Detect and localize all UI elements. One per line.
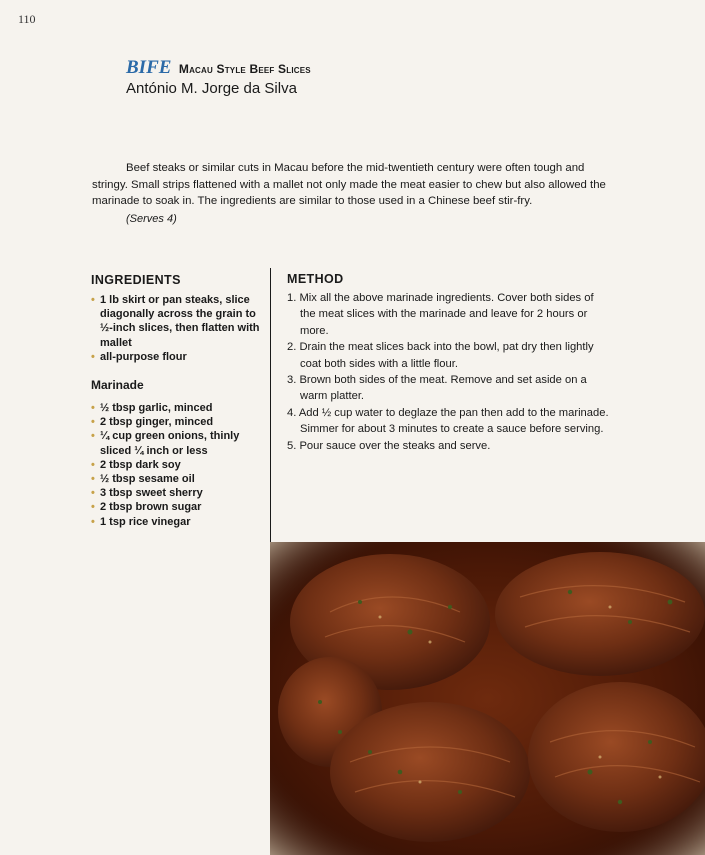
ingredient-text: 1 tsp rice vinegar — [100, 515, 191, 528]
method-section — [287, 272, 609, 454]
ingredient-text: 2 tbsp dark soy — [100, 458, 181, 471]
bullet-icon: • — [91, 350, 95, 363]
bullet-icon: • — [91, 458, 95, 471]
method-step: 1. Mix all the above marinade ingredients. Cover both sides of the meat slices with the marinade and leave for 2 hours or more. — [287, 292, 594, 337]
bullet-icon: • — [91, 416, 95, 429]
ingredient-text: 1 lb skirt or pan steaks, slice diagonally across the grain to ½-inch slices, then flatten with mallet — [100, 294, 260, 349]
bullet-icon: • — [91, 501, 95, 514]
page-number: 110 — [18, 12, 36, 26]
ingredient-text: ¼ cup green onions, thinly sliced ¼ inch or less — [100, 430, 240, 457]
column-divider — [270, 268, 271, 542]
list-item — [91, 350, 266, 364]
bullet-icon: • — [91, 430, 95, 443]
method-step: 4. Add ½ cup water to deglaze the pan then add to the marinade. Simmer for about 3 minutes to create a sauce before serving. — [287, 406, 609, 436]
serves-note: (Serves 4) — [126, 212, 177, 225]
recipe-title-subtitle: Macau Style Beef Slices — [178, 62, 311, 76]
method-heading: METHOD — [287, 272, 344, 286]
ingredients-list — [91, 293, 266, 364]
list-item — [91, 458, 266, 472]
bullet-icon: • — [91, 515, 95, 528]
method-step: 2. Drain the meat slices back into the bowl, pat dry then lightly coat both sides with a little flour. — [287, 341, 594, 370]
list-item — [91, 472, 266, 486]
ingredient-text: 3 tbsp sweet sherry — [100, 487, 203, 500]
recipe-title — [126, 58, 311, 79]
list-item — [91, 500, 266, 514]
ingredient-text: 2 tbsp brown sugar — [100, 501, 202, 514]
recipe-author: António M. Jorge da Silva — [126, 80, 297, 97]
list-item — [91, 429, 266, 457]
bullet-icon: • — [91, 473, 95, 486]
bullet-icon: • — [91, 294, 95, 306]
ingredient-text: all-purpose flour — [100, 350, 187, 363]
ingredients-heading: INGREDIENTS — [91, 273, 181, 287]
list-item — [91, 486, 266, 500]
ingredient-text: 2 tbsp ginger, minced — [100, 416, 214, 429]
list-item — [91, 415, 266, 429]
method-steps — [287, 290, 609, 454]
steak-shape — [495, 552, 705, 676]
recipe-header — [126, 58, 311, 97]
marinade-list — [91, 401, 266, 529]
marinade-heading: Marinade — [91, 378, 144, 393]
recipe-title-main: BIFE — [126, 57, 172, 78]
ingredient-text: ½ tbsp sesame oil — [100, 473, 195, 486]
method-step: 3. Brown both sides of the meat. Remove and set aside on a warm platter. — [287, 374, 587, 403]
steak-shape — [528, 682, 705, 832]
recipe-intro — [92, 160, 620, 227]
ingredient-text: ½ tbsp garlic, minced — [100, 402, 213, 415]
list-item — [91, 401, 266, 415]
ingredients-section — [91, 273, 266, 529]
bullet-icon: • — [91, 487, 95, 500]
list-item — [91, 515, 266, 529]
beef-steaks-photo — [270, 542, 705, 855]
bullet-icon: • — [91, 402, 95, 415]
steak-shape — [330, 702, 530, 842]
method-step: 5. Pour sauce over the steaks and serve. — [287, 439, 491, 452]
list-item — [91, 293, 266, 350]
intro-paragraph: Beef steaks or similar cuts in Macau before the mid-twentieth century were often tough and stringy. Small strips flattened with a mallet not only made the meat easier to chew but also allowed the marinade to soak in. The ingredients are similar to those used in a Chinese beef stir-fry. — [92, 162, 606, 207]
